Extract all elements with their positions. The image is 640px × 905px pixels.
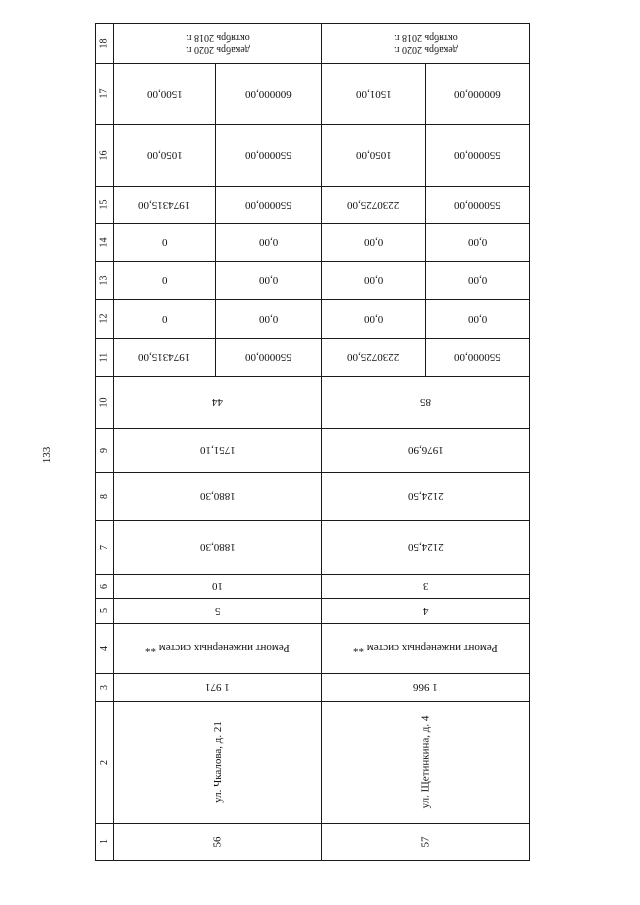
row1-address: ул. Чкалова, д. 21: [211, 721, 224, 803]
row2-c9: 1976,90: [407, 444, 444, 457]
row2-c17b: 600000,00: [454, 88, 501, 101]
row2-c12b: 0,00: [467, 313, 488, 326]
row2-c3: 1 966: [413, 681, 438, 694]
col-header-4: 4: [98, 645, 110, 651]
row2-c4: Ремонт инженерных систем **: [353, 642, 498, 655]
row2-c15a: 2230725,00: [347, 199, 400, 212]
row1-c17a: 1500,00: [146, 88, 183, 101]
col-header-3: 3: [98, 684, 110, 690]
row2-c10: 85: [420, 396, 431, 409]
row2-c13b: 0,00: [467, 274, 488, 287]
col-header-17: 17: [98, 88, 110, 99]
row2-c16a: 1050,00: [355, 149, 392, 162]
row2-c6: 3: [422, 580, 429, 593]
row1-c16a: 1050,00: [146, 149, 183, 162]
row1-c7: 1880,30: [199, 541, 236, 554]
row1-c13b: 0,00: [258, 274, 279, 287]
row1-c10: 44: [212, 396, 223, 409]
col-header-14: 14: [98, 237, 110, 247]
row1-c4: Ремонт инженерных систем **: [145, 642, 290, 655]
col-header-8: 8: [98, 493, 110, 499]
row2-c1: 57: [419, 836, 432, 847]
row1-c9: 1751,10: [199, 444, 236, 457]
col-header-13: 13: [98, 275, 110, 285]
row2-c16b: 550000,00: [454, 149, 501, 162]
row1-c11a: 1974315,00: [138, 351, 191, 364]
row1-period: декабрь 2020 г. октябрь 2018 г.: [185, 32, 250, 55]
row2-c13a: 0,00: [363, 274, 384, 287]
row1-c6: 10: [212, 580, 223, 593]
row2-c7: 2124,50: [407, 541, 444, 554]
row2-c12a: 0,00: [363, 313, 384, 326]
row1-c8: 1880,30: [199, 490, 236, 503]
col-header-12: 12: [98, 313, 110, 324]
row1-c16b: 550000,00: [245, 149, 292, 162]
row2-c5: 4: [422, 605, 429, 618]
col-header-7: 7: [98, 544, 110, 550]
row1-c1: 56: [211, 836, 224, 847]
table-border-bottom: [95, 860, 530, 861]
col-header-15: 15: [98, 199, 110, 210]
row1-c3: 1 971: [205, 681, 230, 694]
col-header-16: 16: [98, 150, 110, 160]
col-header-9: 9: [98, 447, 110, 453]
row2-period: декабрь 2020 г. октябрь 2018 г.: [393, 32, 458, 55]
row2-c11a: 2230725,00: [347, 351, 400, 364]
page-number: 133: [41, 446, 53, 464]
row1-c12a: 0: [161, 313, 168, 326]
col-header-5: 5: [98, 608, 110, 613]
col-header-6: 6: [98, 583, 110, 589]
row1-c14b: 0,00: [258, 236, 279, 249]
row1-c12b: 0,00: [258, 313, 279, 326]
col-header-1: 1: [98, 839, 110, 844]
row2-c14a: 0,00: [363, 236, 384, 249]
row1-c17b: 600000,00: [245, 88, 292, 101]
row2-c15b: 550000,00: [454, 199, 501, 212]
col-header-2: 2: [98, 759, 110, 765]
col-header-10: 10: [98, 397, 110, 407]
row2-address: ул. Щетинкина, д. 4: [419, 715, 432, 809]
row1-c11b: 550000,00: [245, 351, 292, 364]
row1-c5: 5: [214, 605, 221, 618]
row2-c11b: 550000,00: [454, 351, 501, 364]
col-header-11: 11: [98, 352, 110, 362]
row1-c15a: 1974315,00: [138, 199, 191, 212]
row1-c14a: 0: [161, 236, 168, 249]
row1-c15b: 550000,00: [245, 199, 292, 212]
table-border-right: [529, 23, 530, 861]
col-header-18: 18: [98, 38, 110, 48]
row2-c14b: 0,00: [467, 236, 488, 249]
row2-c8: 2124,50: [407, 490, 444, 503]
row1-c13a: 0: [161, 274, 168, 287]
row2-c17a: 1501,00: [355, 88, 392, 101]
